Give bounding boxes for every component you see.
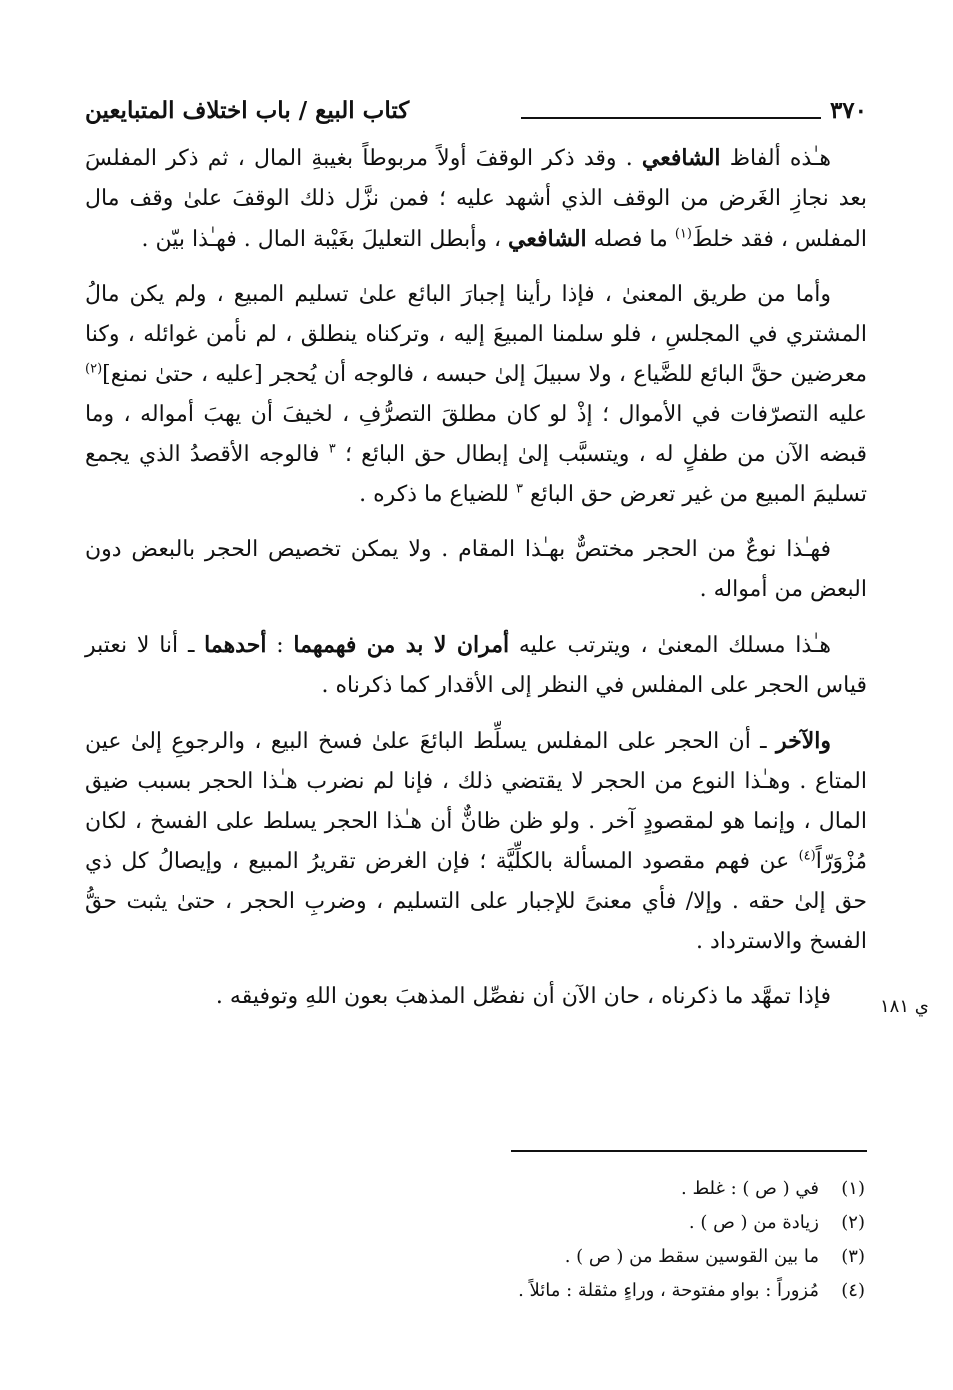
text-run: : <box>266 633 294 658</box>
footnote-marker: ٣ <box>516 481 523 497</box>
text-run: وأما من طريق المعنىٰ ، فإذا رأينا إجبارَ البائع علىٰ تسليم المبيع ، ولم يكن مالُ المشتري في المجلسِ ، فلو سلمنا المبيعَ إليه ، وتركناه ينطلق ، لم نأمن غوائله ، وكنا معرضين حقَّ البائع للضَّياع ، ولا سبيلَ إلىٰ حبسه ، فالوجه أن يُحجر [عليه ، حتىٰ نمنع] <box>85 282 867 387</box>
paragraph <box>85 275 867 515</box>
text-run: عن فهم مقصود المسألة بالكلِّيَّة ؛ فإن الغرض تقريرُ المبيع ، وإيصالُ كل ذي حق إلىٰ حقه . وإلا/ فأي معنىً للإجبار على التسليم ، وضربِ الحجر ، حتىٰ يثبت حقُّ الفسخ والاسترداد . <box>85 849 867 954</box>
paragraph <box>85 721 867 962</box>
text-run: للضياع ما ذكره . <box>359 482 516 507</box>
paragraph <box>85 530 867 610</box>
text-run: ما فصله <box>586 227 675 252</box>
footnote-text: زيادة من ( ص ) . <box>688 1212 819 1233</box>
text-run: . وقد ذكر الوقفَ أولاً مربوطاً بغيبةِ المال ، ثم ذكر المفلسَ بعد نجازِ الغَرض من الوقف الذي أشهد عليه ؛ فمن نزَّل ذلك الوقفَ علىٰ وقف مال المفلس ، فقد خلطَ <box>85 146 867 252</box>
footnotes <box>365 1172 865 1308</box>
footnote-number: (١) <box>841 1178 865 1199</box>
footnote-marker: (٤) <box>798 848 816 864</box>
footnote <box>365 1172 865 1206</box>
text-run: عليه التصرّفات في الأموال ؛ إذْ لو كان مطلقَ التصرُّفِ ، لخيفَ أن يهبَ أمواله ، وما قبضه الآن من طفلٍ له ، ويتسبَّب إلىٰ إبطال حق البائع ؛ <box>85 402 868 467</box>
footnote-text: مُزوراً : بواو مفتوحة ، وراءٍ مثقلة : مائلاً . <box>518 1280 819 1301</box>
emphasized-text: أمران لا بد من فهمهما <box>293 632 510 658</box>
text-run: ـ أنا لا نعتبر قياس الحجر على المفلس في النظر إلى الأقدار كما ذكرناه . <box>85 633 867 698</box>
header-rule <box>521 117 821 119</box>
paragraph <box>85 625 867 706</box>
running-title: كتاب البيع / باب اختلاف المتبايعين <box>85 97 410 124</box>
footnote <box>365 1240 865 1274</box>
footnote-marker: ٣ <box>328 441 336 457</box>
text-run: فهـٰذا نوعٌ من الحجر مختصٌّ بهـٰذا المقام . ولا يمكن تخصيص الحجر بالبعض دون البعض من أمواله . <box>85 537 867 602</box>
footnote-marker: (١) <box>674 226 692 242</box>
text-run: ـ أن الحجر على المفلس يسلِّط البائعَ علىٰ فسخ البيع ، والرجوعِ إلىٰ عين المتاع . وهـٰذا النوع من الحجر لا يقتضي ذلك ، فإنا لم نضرب هـٰذا الحجر بسبب ضيق المال ، وإنما هو لمقصودٍ آخر . ولو ظن ظانٌّ أن هـٰذا الحجر يسلط على الفسخ ، لكان مُزْوَرّاً <box>85 729 867 874</box>
footnote-text: ما بين القوسين سقط من ( ص ) . <box>564 1246 819 1267</box>
footnote-text: في ( ص ) : غلط . <box>681 1178 819 1199</box>
footnote <box>365 1206 865 1240</box>
footnote-number: (٣) <box>841 1246 865 1267</box>
text-run: هـٰذا مسلك المعنىٰ ، ويترتب عليه <box>509 633 831 658</box>
footnote-number: (٢) <box>841 1212 865 1233</box>
footnote <box>365 1274 865 1308</box>
emphasized-text: أحدهما <box>204 632 267 658</box>
text-run: فالوجه الأقصدُ الذي يجمع تسليمَ المبيع من غير تعرض حق البائع <box>85 442 867 507</box>
page-number: ٣٧٠ <box>829 97 867 124</box>
footnote-rule <box>511 1150 867 1152</box>
text-run: ، وأبطل التعليلَ بغَيْبة المال . فهـٰذا بيّن . <box>141 227 509 252</box>
paragraph <box>85 138 867 260</box>
text-run: فإذا تمهَّد ما ذكرناه ، حان الآن أن نفصِّل المذهبَ بعون اللهِ وتوفيقه . <box>215 984 831 1009</box>
emphasized-text: والآخر <box>775 728 831 754</box>
footnote-number: (٤) <box>841 1280 865 1301</box>
footnote-marker: (٢) <box>85 361 103 377</box>
emphasized-text: الشافعي <box>641 145 721 171</box>
text-run: هـٰذه ألفاظ <box>720 146 832 171</box>
paragraph <box>85 977 867 1017</box>
manuscript-folio-reference: ي ١٨١ <box>880 996 929 1017</box>
main-text <box>85 138 867 1032</box>
emphasized-text: الشافعي <box>508 226 587 252</box>
